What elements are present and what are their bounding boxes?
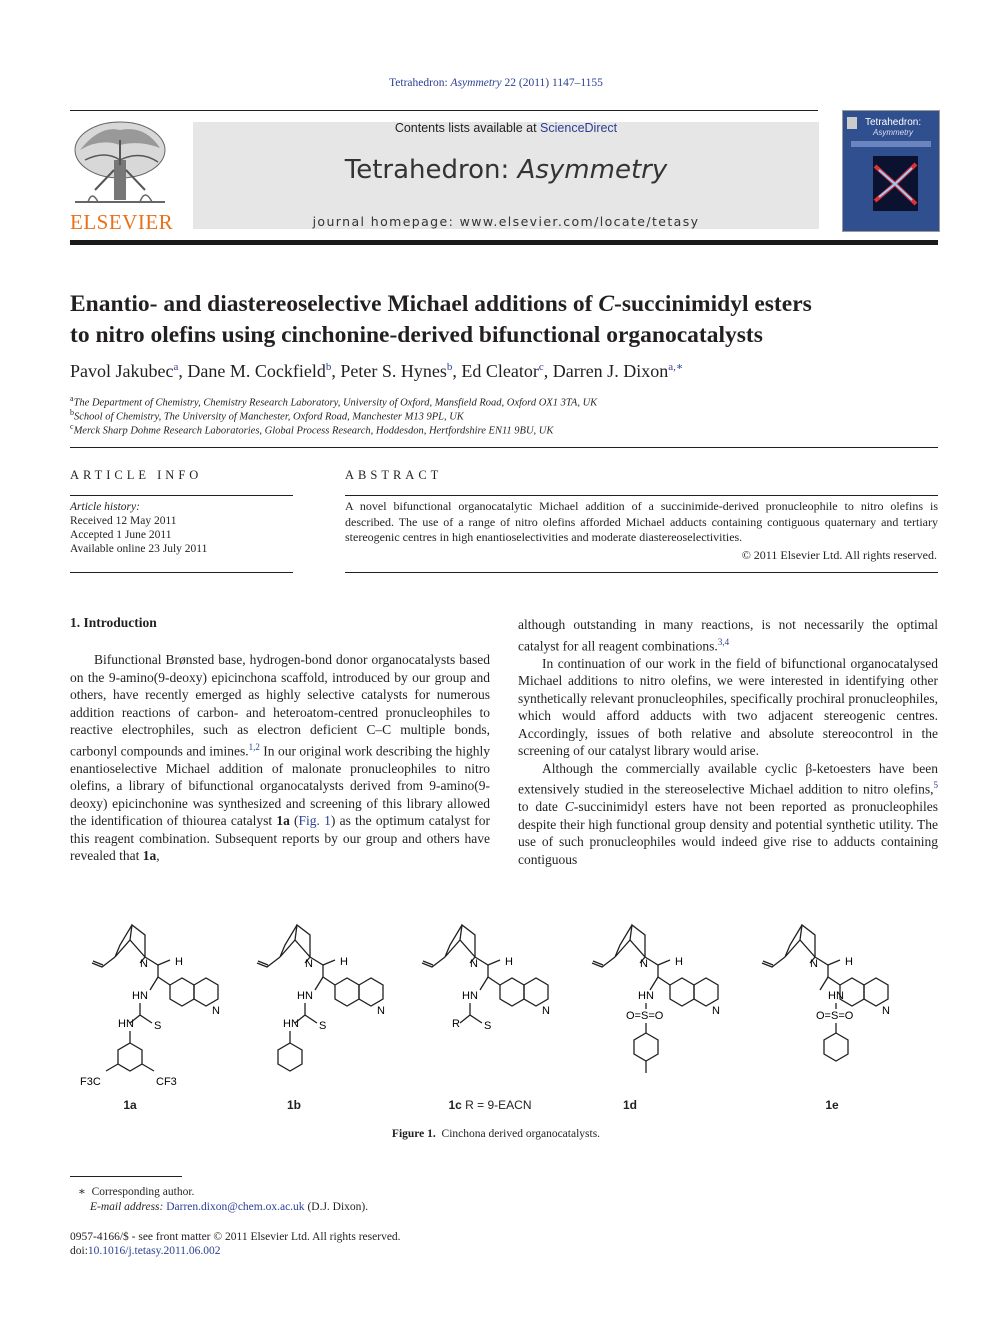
structure-label-1b: 1b (286, 1098, 301, 1112)
caption-label: Figure 1. (391, 1128, 436, 1140)
journal-title-italic: Asymmetry (517, 155, 668, 185)
author-affil-mark[interactable]: c (538, 361, 544, 373)
article-info-heading: ARTICLE INFO (70, 468, 203, 482)
intro-paragraph-continued (518, 616, 938, 655)
atom-label: N (882, 1005, 890, 1017)
atom-label: N (305, 958, 313, 970)
intro-text: to date (518, 799, 565, 814)
journal-title-plain: Tetrahedron: (344, 155, 518, 185)
atom-label: N (377, 1005, 385, 1017)
atom-label: N (140, 958, 148, 970)
structure-1a (80, 925, 220, 1088)
cover-band-icon (851, 141, 931, 147)
atom-label: H (175, 956, 183, 968)
atom-label: N (712, 1005, 720, 1017)
journal-title (193, 155, 819, 185)
atom-label: HN (462, 990, 478, 1002)
article-title (70, 289, 940, 351)
compound-ref: 1a (142, 848, 157, 863)
footnote-mark: ∗ (78, 1186, 86, 1198)
reference-link[interactable]: 5 (933, 780, 938, 790)
affil-mark: b (70, 408, 74, 417)
title-part-2: -succinimidyl esters (614, 291, 812, 317)
header-rule (70, 110, 818, 111)
intro-text: ) as the optimum catalyst for this reagent combination. Subsequent reports by our group and others have revealed that (70, 813, 490, 863)
intro-text: Although the commercially available cyclic β-ketoesters have been extensively studied in the stereoselective Michael addition to nitro olefins, (518, 760, 938, 797)
abstract-heading: ABSTRACT (345, 468, 443, 482)
atom-label: CF3 (156, 1076, 177, 1088)
structure-1c (422, 925, 550, 1032)
figure-1-structures (70, 915, 938, 1115)
author-name[interactable]: Ed Cleator (461, 361, 539, 381)
journal-cover-thumbnail[interactable] (842, 110, 940, 232)
intro-paragraph-2: In continuation of our work in the field of bifunctional organocatalysed Michael additions to nitro olefins, we were interested in identifying other synthetically relevant pronucleophiles, specifically prochiral pronucleophiles, which would afford adducts with two adjacent stereogenic centres. Accordingly, issues of both relative and absolute stereocontrol in the screening of our catalyst library would arise. (518, 655, 938, 758)
affil-mark: c (70, 422, 74, 431)
history-label: Article history: (70, 501, 140, 513)
intro-paragraph-1 (70, 651, 490, 865)
compound-ref: 1a (276, 813, 290, 828)
online-date: Available online 23 July 2011 (70, 543, 208, 555)
atom-label: HN (828, 990, 844, 1002)
atom-label: O=S=O (816, 1010, 854, 1022)
atom-label: HN (297, 990, 313, 1002)
author-affil-mark[interactable]: a (173, 361, 179, 373)
cover-title: Tetrahedron: (865, 117, 922, 128)
email-suffix: (D.J. Dixon). (304, 1201, 369, 1213)
atom-label: H (340, 956, 348, 968)
atom-label: S (319, 1020, 327, 1032)
citation-journal-italic: Asymmetry (450, 77, 502, 89)
doi-label: doi: (70, 1245, 88, 1257)
reference-link[interactable]: 3,4 (717, 636, 730, 647)
intro-text: In our original work describing the highly enantioselective Michael addition of malonate pronucleophiles to nitro olefins, a library of bifunctional organocatalysts derived from 9-amino(9-deoxy) epicinchonine was synthesized and screening of this library allowed the identification of thiourea catalyst (70, 743, 490, 828)
intro-left-column (70, 651, 490, 865)
contents-text: Contents lists available at (394, 121, 541, 135)
atom-label: S (484, 1020, 492, 1032)
atom-label: N (542, 1005, 550, 1017)
figure-1-caption (0, 1128, 992, 1140)
atom-label: HN (132, 990, 148, 1002)
corresponding-author-note (78, 1185, 194, 1200)
doi-line (70, 1244, 221, 1259)
elsevier-wordmark: ELSEVIER (70, 210, 174, 234)
intro-text: , (156, 848, 160, 863)
header-thick-rule (70, 240, 938, 245)
email-label: E-mail address: (90, 1201, 167, 1213)
structure-label-1e: 1e (825, 1098, 839, 1112)
contents-line (193, 121, 819, 135)
affil-mark: a (70, 394, 74, 403)
footnote-text: Corresponding author. (91, 1186, 195, 1198)
author-name[interactable]: Dane M. Cockfield (187, 361, 326, 381)
affiliation-c (70, 422, 553, 437)
atom-label: N (470, 958, 478, 970)
atom-label: N (640, 958, 648, 970)
cover-subtitle: Asymmetry (873, 128, 913, 137)
structure-1b (257, 925, 385, 1071)
issn-line: 0957-4166/$ - see front matter © 2011 Elsevier Ltd. All rights reserved. (70, 1231, 401, 1243)
atom-label: S (154, 1020, 162, 1032)
accepted-date: Accepted 1 June 2011 (70, 529, 172, 541)
author-list: Pavol Jakubec$^a$, Dane M. Cockfield$^b$, Peter S. Hynes$^b$, Ed Cleator$^c$, Darren J. Dixon$^{a,∗}$ (70, 361, 684, 381)
article-info-bottom-rule (70, 572, 293, 573)
affil-text: School of Chemistry, The University of Manchester, Oxford Road, Manchester M13 9PL, UK (74, 411, 464, 423)
author-name[interactable]: Darren J. Dixon (552, 361, 669, 381)
title-block-rule (70, 447, 938, 448)
affiliation-b (70, 408, 464, 423)
intro-italic: C (564, 799, 574, 814)
received-date: Received 12 May 2011 (70, 515, 177, 527)
atom-label: R (452, 1018, 460, 1030)
structure-label-1d: 1d (622, 1098, 637, 1112)
email-link[interactable]: Darren.dixon@chem.ox.ac.uk (166, 1201, 305, 1213)
email-note (90, 1200, 368, 1215)
intro-text: although outstanding in many reactions, is not necessarily the optimal catalyst for all reagent combinations. (518, 617, 938, 653)
atom-label: O=S=O (626, 1010, 664, 1022)
reference-link[interactable]: 1,2 (248, 741, 260, 752)
intro-text: ( (289, 813, 299, 828)
intro-text: Bifunctional Brønsted base, hydrogen-bond donor organocatalysts based on the 9-amino(9-deoxy) epicinchona scaffold, introduced by our group and others, have recently emerged as highly selective catalysts for numerous addition reactions of carbon- and heteroatom-centred pronucleophiles to reactive electrophiles, such as electron deficient C–C multiple bonds, carbonyl compounds and imines. (70, 652, 490, 758)
label-1c: 1c (448, 1098, 462, 1112)
affil-text: Merck Sharp Dohme Research Laboratories, Global Process Research, Hoddesdon, Hertfordshire EN11 9BU, UK (73, 425, 554, 437)
atom-label: N (212, 1005, 220, 1017)
intro-heading: 1. Introduction (70, 615, 157, 630)
doi-link[interactable]: 10.1016/j.tetasy.2011.06.002 (87, 1245, 221, 1257)
intro-right-column (518, 616, 938, 868)
label-1c-suffix: R = 9-EACN (461, 1098, 532, 1112)
title-part-1: Enantio- and diastereoselective Michael additions of (70, 291, 599, 317)
author-name[interactable]: Pavol Jakubec (70, 361, 174, 381)
abstract-copyright: © 2011 Elsevier Ltd. All rights reserved. (741, 548, 937, 562)
structure-1e (762, 925, 890, 1061)
atom-label: HN (638, 990, 654, 1002)
journal-homepage (193, 214, 819, 229)
homepage-url[interactable]: www.elsevier.com/locate/tetasy (459, 214, 700, 229)
citation-journal: Tetrahedron: (389, 77, 451, 89)
footnote-rule (70, 1176, 182, 1177)
atom-label: H (675, 956, 683, 968)
affil-text: The Department of Chemistry, Chemistry Research Laboratory, University of Oxford, Mansfield Road, Oxford OX1 3TA, UK (73, 397, 598, 409)
atom-label: F3C (80, 1076, 101, 1088)
author-name[interactable]: Peter S. Hynes (340, 361, 447, 381)
intro-paragraph-3 (518, 760, 938, 869)
figure-link[interactable]: Fig. 1 (298, 813, 331, 828)
homepage-label: journal homepage: (312, 214, 460, 229)
atom-label: HN (283, 1018, 299, 1030)
figure-1 (70, 915, 938, 1115)
author-affil-mark[interactable]: b (446, 361, 453, 373)
affiliation-a (70, 394, 597, 409)
sciencedirect-link[interactable]: ScienceDirect (540, 121, 618, 135)
elsevier-tree-icon (70, 120, 170, 210)
structure-label-1c (430, 1098, 550, 1112)
atom-label: N (810, 958, 818, 970)
intro-text: -succinimidyl esters have not been reported as pronucleophiles despite their high functional group density and potential synthetic utility. The use of such pronucleophiles would indeed give rise to adducts containing contiguous (518, 799, 938, 867)
title-italic-c: C (598, 291, 614, 317)
atom-label: H (845, 956, 853, 968)
abstract-rule (345, 495, 938, 496)
citation-details: 22 (2011) 1147–1155 (501, 77, 603, 89)
title-line-2: to nitro olefins using cinchonine-derived bifunctional organocatalysts (70, 322, 763, 348)
journal-citation[interactable] (0, 77, 992, 89)
structure-label-1a: 1a (123, 1098, 137, 1112)
cover-logo-icon (847, 117, 857, 129)
abstract-bottom-rule (345, 572, 938, 573)
cover-artwork-icon (873, 156, 918, 211)
article-info-rule (70, 495, 293, 496)
atom-label: HN (118, 1018, 134, 1030)
atom-label: H (505, 956, 513, 968)
abstract-text: A novel bifunctional organocatalytic Michael addition of a succinimide-derived pronucleophile to nitro olefins is described. The use of a range of nitro olefins afforded Michael adducts containing contiguous quaternary and tertiary stereogenic centres in high enantioselectivities and moderate diastereoselectivities. (345, 499, 938, 544)
author-affil-mark[interactable]: a,∗ (668, 361, 684, 373)
article-history (70, 500, 207, 556)
caption-text: Cinchona derived organocatalysts. (441, 1128, 601, 1140)
author-affil-mark[interactable]: b (325, 361, 332, 373)
structure-1d (592, 925, 720, 1073)
